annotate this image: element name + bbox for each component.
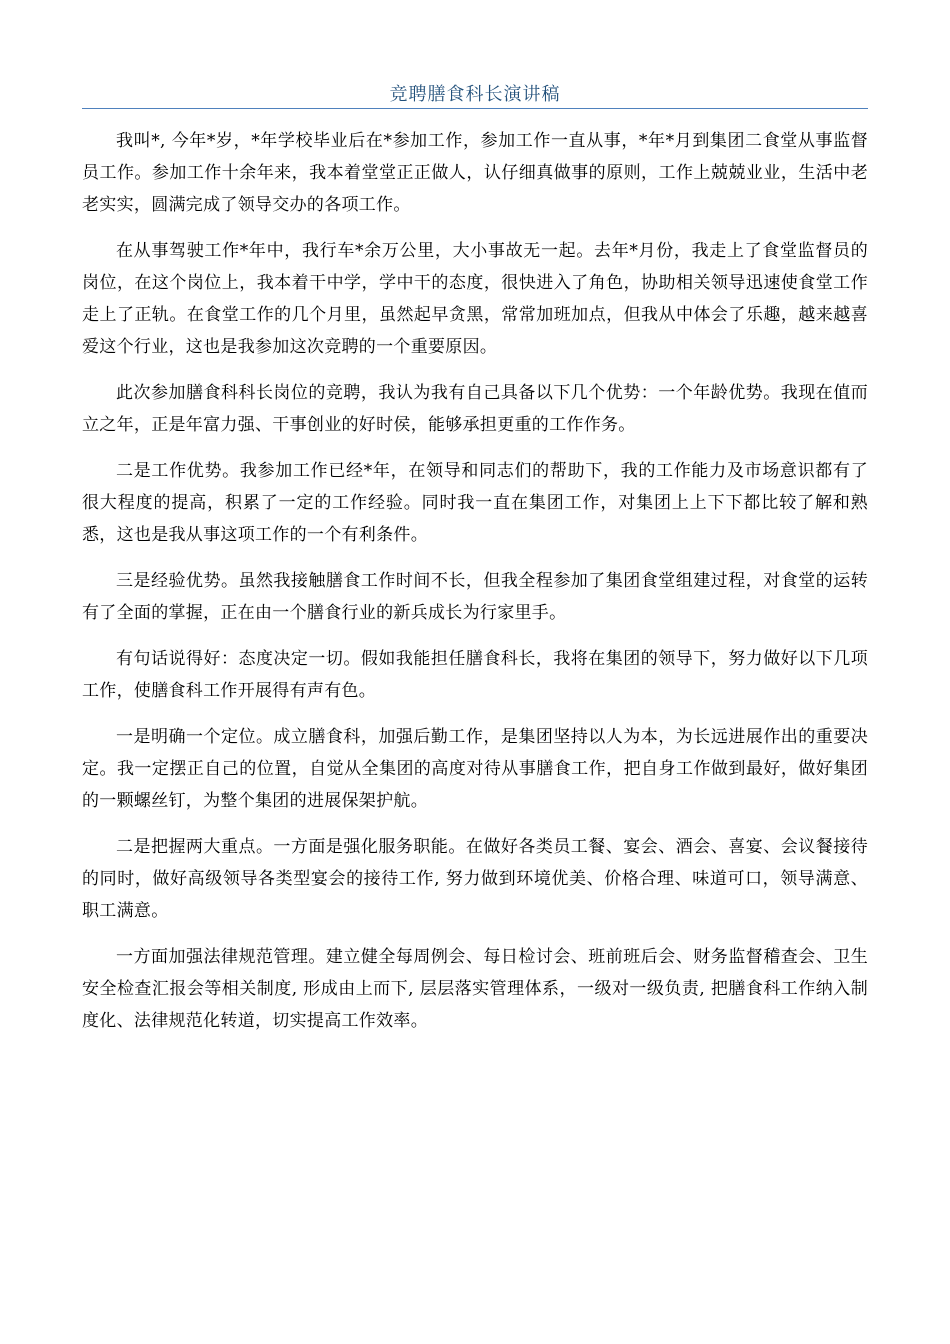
paragraph: 一方面加强法律规范管理。建立健全每周例会、每日检讨会、班前班后会、财务监督稽查会、卫生安全检查汇报会等相关制度, 形成由上而下, 层层落实管理体系，一级对一级负责, 把膳食科工作纳入制度化、法律规范化转道，切实提高工作效率。 bbox=[82, 947, 868, 1031]
paragraph: 有句话说得好：态度决定一切。假如我能担任膳食科长，我将在集团的领导下，努力做好以下几项工作，使膳食科工作开展得有声有色。 bbox=[82, 649, 868, 701]
paragraph: 在从事驾驶工作*年中，我行车*余万公里，大小事故无一起。去年*月份，我走上了食堂监督员的岗位，在这个岗位上，我本着干中学，学中干的态度，很快进入了角色，协助相关领导迅速使食堂工作走上了正轨。在食堂工作的几个月里，虽然起早贪黑，常常加班加点，但我从中体会了乐趣，越来越喜爱这个行业，这也是我参加这次竞聘的一个重要原因。 bbox=[82, 241, 868, 357]
title-underline bbox=[82, 108, 868, 109]
paragraph: 我叫*, 今年*岁，*年学校毕业后在*参加工作，参加工作一直从事，*年*月到集团二食堂从事监督员工作。参加工作十余年来，我本着堂堂正正做人，认仔细真做事的原则，工作上兢兢业业，生活中老老实实，圆满完成了领导交办的各项工作。 bbox=[82, 131, 868, 215]
document-body bbox=[82, 125, 868, 1037]
document-page bbox=[82, 0, 868, 1051]
paragraph: 三是经验优势。虽然我接触膳食工作时间不长，但我全程参加了集团食堂组建过程，对食堂的运转有了全面的掌握，正在由一个膳食行业的新兵成长为行家里手。 bbox=[82, 571, 868, 623]
paragraph: 此次参加膳食科科长岗位的竞聘，我认为我有自己具备以下几个优势：一个年龄优势。我现在值而立之年，正是年富力强、干事创业的好时侯，能够承担更重的工作作务。 bbox=[82, 383, 868, 435]
paragraph: 二是工作优势。我参加工作已经*年，在领导和同志们的帮助下，我的工作能力及市场意识都有了很大程度的提高，积累了一定的工作经验。同时我一直在集团工作，对集团上上下下都比较了解和熟悉，这也是我从事这项工作的一个有利条件。 bbox=[82, 461, 868, 545]
paragraph: 二是把握两大重点。一方面是强化服务职能。在做好各类员工餐、宴会、酒会、喜宴、会议餐接待的同时，做好高级领导各类型宴会的接待工作, 努力做到环境优美、价格合理、味道可口，领导满意、职工满意。 bbox=[82, 837, 868, 921]
paragraph: 一是明确一个定位。成立膳食科，加强后勤工作，是集团坚持以人为本，为长远进展作出的重要决定。我一定摆正自己的位置，自觉从全集团的高度对待从事膳食工作，把自身工作做到最好，做好集团的一颗螺丝钉，为整个集团的进展保架护航。 bbox=[82, 727, 868, 811]
document-title: 竞聘膳食科长演讲稿 bbox=[389, 84, 561, 105]
